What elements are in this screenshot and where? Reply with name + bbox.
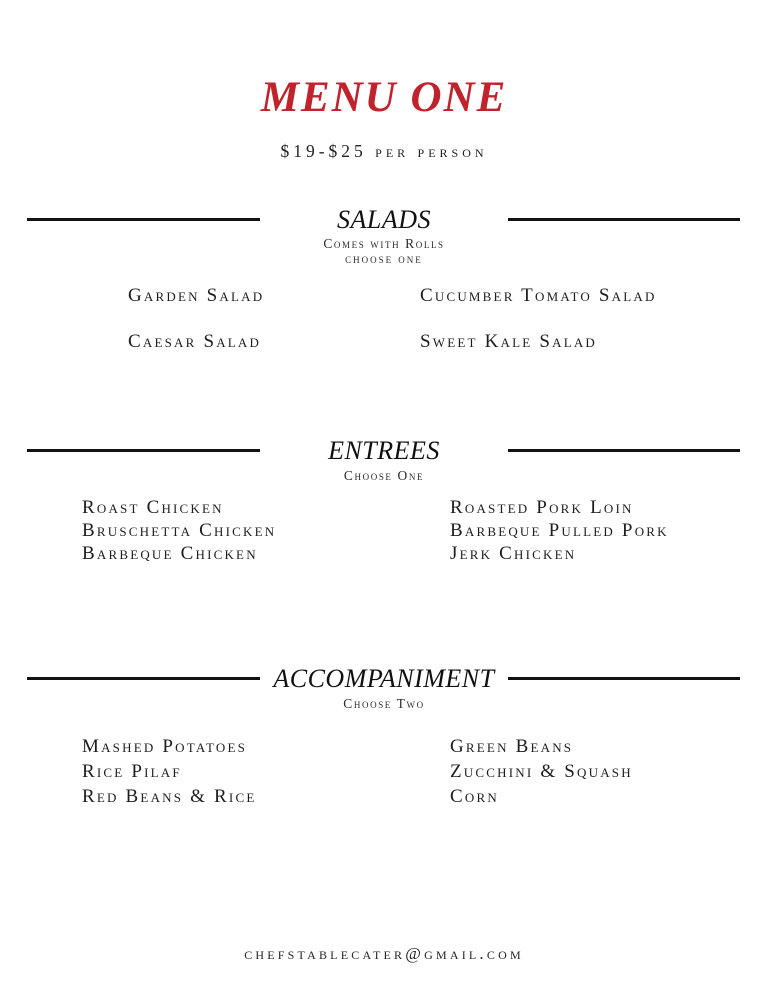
menu-item: Barbeque Chicken	[82, 543, 258, 565]
entrees-left-column	[0, 496, 384, 565]
accompaniment-items	[0, 734, 768, 809]
menu-item: Corn	[450, 786, 499, 808]
divider-line-right	[508, 449, 740, 452]
salads-items	[0, 284, 768, 352]
entrees-right-column	[384, 496, 768, 565]
menu-item: Garden Salad	[128, 284, 265, 306]
section-entrees	[0, 436, 768, 565]
menu-item: Roast Chicken	[82, 497, 224, 519]
entrees-items	[0, 496, 768, 565]
menu-item: Green Beans	[450, 736, 574, 758]
entrees-subtitle-choose: Choose One	[343, 467, 425, 483]
salads-subtitle-rolls: Comes with Rolls	[323, 235, 445, 251]
section-accompaniment	[0, 664, 768, 809]
menu-item: Caesar Salad	[128, 330, 262, 352]
price-per-person: $19-$25 per person	[280, 141, 488, 162]
page-title: MENU ONE	[260, 74, 508, 121]
menu-item: Rice Pilaf	[82, 761, 182, 783]
section-salads-title: SALADS	[337, 204, 431, 234]
menu-item: Roasted Pork Loin	[450, 497, 634, 519]
menu-item: Mashed Potatoes	[82, 736, 248, 758]
menu-item: Barbeque Pulled Pork	[450, 520, 669, 542]
section-salads-header	[0, 205, 768, 235]
accompaniment-subtitle-choose: Choose Two	[343, 695, 425, 711]
accompaniment-left-column	[0, 734, 384, 809]
section-entrees-title: ENTREES	[328, 435, 440, 465]
menu-item: Jerk Chicken	[450, 543, 577, 565]
menu-item: Bruschetta Chicken	[82, 520, 277, 542]
menu-item: Zucchini & Squash	[450, 761, 633, 783]
divider-line-right	[508, 218, 740, 221]
menu-item: Cucumber Tomato Salad	[420, 284, 657, 306]
divider-line-left	[27, 449, 260, 452]
section-accompaniment-title: ACCOMPANIMENT	[273, 664, 495, 694]
accompaniment-right-column	[384, 734, 768, 809]
menu-item: Red Beans & Rice	[82, 786, 257, 808]
contact-email: chefstablecater@gmail.com	[244, 944, 524, 963]
divider-line-left	[27, 218, 260, 221]
section-accompaniment-header	[0, 664, 768, 694]
menu-item: Sweet Kale Salad	[420, 330, 598, 352]
divider-line-right	[508, 677, 740, 680]
section-salads	[0, 205, 768, 351]
divider-line-left	[27, 677, 260, 680]
section-entrees-header	[0, 436, 768, 466]
salads-subtitle-choose: choose one	[345, 251, 423, 266]
